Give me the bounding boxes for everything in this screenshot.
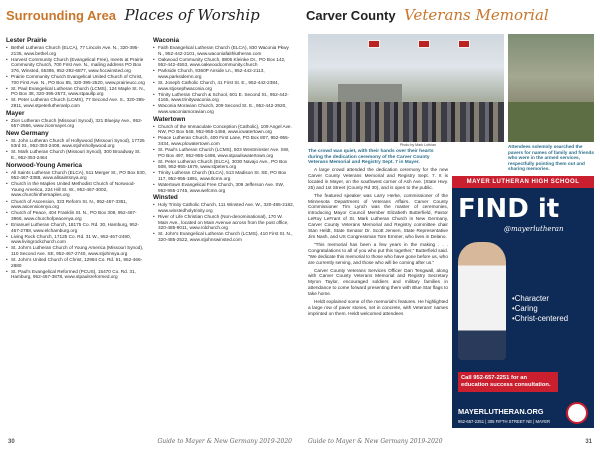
worship-listing [6, 36, 294, 428]
church-entry: • St. Joseph Catholic Church, 41 First St. E., 952-442-2384, www.stjosephwaconia.org [153, 80, 294, 91]
church-entry: • St. John's United Church of Christ, 12984 Co. Rd. 51, 952-466-2880 [6, 257, 147, 268]
right-page [300, 0, 600, 450]
church-entry: • St. Paul's Lutheran Church (LCMS), 503 Westminster Ave. SW, PO Box 497, 952-955-1498, www.stpaulswatertown.org [153, 147, 294, 158]
town-heading: Mayer [6, 109, 25, 117]
church-entry: • Emanuel Lutheran Church, 18175 Co. Rd. 30, Hamburg, 952-467-2788, www.elchamburg.org [6, 222, 147, 233]
memorial-crowd-photo [308, 34, 504, 142]
church-entry: • Living Rock Church, 17125 Co. Rd. 31 W., 952-467-2490, www.livingrockchurch.com [6, 234, 147, 245]
ad-call-to-action: Call 952-657-2251 for an education success consultation. [458, 372, 558, 392]
paragraph: The featured speaker was Larry Herke, commissioner of the Minnesota Department of Veterans Affairs. Carver County Commissioner Tim Lynch was the master of ceremonies, introducing Mayor Council Member Elizabeth Butterfield, Pastor LeRoy LeFrant of St. Mark Lutheran Church in New Germany, Carver County Veterans Memorial and Registry committee chair Stan Heldt, State Senator Dr. Scott Jensen, State Representative Jim Nash, and US Congressman Tom Emmer, who lives in Delano. [308, 192, 448, 239]
ad-social-handle: @mayerlutheran [504, 225, 564, 233]
church-entry: • Church of Ascension, 323 Reform St. N., 952-467-3351, www.ascensionnya.org [6, 199, 147, 210]
church-entry: • St. Peter Lutheran Church (LCMS), 77 Second Ave. S., 320-395-2811, www.stpeterlutheranlp.com [6, 97, 147, 108]
church-entry: • St. Peter Lutheran Church (ELCA), 3030 Navajo Ave., PO Box 508, 952-955-1679, www.stpeters.org [153, 159, 294, 170]
church-entry: • Faith Evangelical Lutheran Church (ELCA), 830 Waconia Pkwy N., 952-442-2101, www.waconiafaithlutheran.com [153, 45, 294, 56]
paragraph: Heldt explained some of the memorial's features. He highlighted a large row of paver stones, set in concrete, with Veterans' names imprinted on them. Heldt welcomed attendees [308, 299, 448, 316]
town-heading: Winsted [153, 194, 178, 202]
church-entry: • Prairie Community Church Evangelical United Church of Christ, 700 First Ave. N., PO Box 85, 320-395-2520, www.prairieucc.org [6, 74, 147, 85]
church-entry: • Peace Lutheran Church, 400 First Lane, PO Box 807, 952-955-3434, www.plcwatertown.com [153, 135, 294, 146]
church-entry: • St. John Lutheran Church of Hollywood (Missouri Synod), 17725 53rd St., 952-353-2408, www.stjohnhollywood.org [6, 138, 147, 149]
right-page-number: 31 [585, 439, 592, 445]
church-entry: • Church of Peace, 404 Franklin St. N., PO Box 308, 952-467-3966, www.churchofpeacenya.org [6, 210, 147, 221]
left-header [6, 6, 294, 34]
church-entry: • Bethel Lutheran Church (ELCA), 77 Lincoln Ave. N., 320-395-2135, www.bethel.org [6, 45, 147, 56]
church-entry: • St. Paul's Evangelical Reformed (PCUS), 15470 Co. Rd. 31, Hamburg, 952-467-3878, www.stpaulsreformed.org [6, 269, 147, 280]
ad-trait: • Christ-centered [512, 314, 568, 324]
town-heading: Watertown [153, 115, 186, 123]
student-photo [458, 242, 506, 360]
ad-website: MAYERLUTHERAN.ORG [458, 407, 544, 416]
ad-school-name: MAYER LUTHERAN HIGH SCHOOL [452, 176, 594, 188]
church-entry: • Church of the Immaculate Conception (Catholic), 109 Angel Ave. NW, PO Box 548, 952-955-1458, www.icwatertown.org [153, 124, 294, 135]
ad-trait: • Caring [512, 304, 568, 314]
church-entry: • Trinity Lutheran Church (ELCA), 513 Madison St. SE, PO Box 117, 952-955-1891, www.tlcmn.org [153, 170, 294, 181]
ad-headline: FIND it [458, 194, 560, 224]
right-header [306, 6, 594, 34]
section-subtitle: Places of Worship [124, 6, 260, 24]
town-heading: Waconia [153, 37, 180, 44]
church-entry: • All Saints Lutheran Church (ELCA), 511 Merger St., PO Box 530, 952-467-3388, www.allsaintsnya.org [6, 170, 147, 181]
town-heading: Norwood-Young America [6, 161, 82, 169]
ad-address: 952-657-2251 | 305 FIFTH STREET NE | MAYER [458, 419, 551, 424]
section-title: Surrounding Area [6, 8, 117, 23]
church-entry: • St. Paul Evangelical Lutheran Church (LCMS), 124 Maple St. N., PO Box 38, 320-395-2573, www.stpaullp.org [6, 86, 147, 97]
school-advertisement [452, 176, 594, 428]
church-entry: • Parkside Church, 9360P Airside Ln., 952-442-2113, www.parksidemn.org [153, 68, 294, 79]
article-subtitle: Veterans Memorial [404, 6, 549, 24]
church-entry: • St. Mark Lutheran Church (Missouri Synod), 300 Broadway St. E., 952-353-2464 [6, 149, 147, 160]
church-entry: • St. John's Evangelical Lutheran Church (LCMS), 410 First St. N., 320-485-2522, www.stjohnswinsted.com [153, 231, 294, 242]
church-entry: • Oakwood Community Church, 8805 Kleinke Dr., PO Box 142, 952-442-4553, www.oakwoodcommunity.church [153, 57, 294, 68]
church-entry: • Zion Lutheran Church (Missouri Synod), 321 Bluejay Ave., 952-657-2566, www.zionmayer.org [6, 118, 147, 129]
ad-traits [512, 294, 568, 324]
attendees-photo [508, 34, 594, 142]
church-entry: • River of Life Christian Church (Non-denominational), 170 W. Main Ave., located on Main Avenue across from the post office, 320-485-9011, www.rolchurch.org [153, 214, 294, 231]
paragraph: Carver County Veterans Services Officer Dan Tengwall, along with Carver County Veterans Memorial and Registry Secretary Myron Taylor, encouraged soldiers and military families in attendance to come forward presenting them with Blue Star flags to take home. [308, 267, 448, 297]
left-page-number: 30 [8, 439, 15, 445]
church-entry: • Church in the Maples United Methodist Church of Norwood-Young America, 224 Hill St. W., 952-467-3002, www.churchinthemaples.org [6, 181, 147, 198]
listing-column-1 [6, 36, 147, 428]
church-entry: • St. John's Lutheran Church of Young America (Missouri Synod), 110 Second Ave. SE, 952-467-2740, www.stjohnnya.org [6, 245, 147, 256]
side-photo-caption: Attendees solemnly searched the pavers for names of family and friends who were in the armed services, respectfully pointing them out and sharing memories. [508, 144, 594, 172]
ad-trait: • Character [512, 294, 568, 304]
church-entry: • Harvest Community Church (Evangelical Free), meets at Prairie Community Church, 700 First Ave. N., mailing address PO Box 376, Winsted, 55395, 952-292-6877, www.hccwinsted.org [6, 57, 147, 74]
article-body [308, 167, 448, 428]
church-entry: • Waconia Moravian Church, 209 Second St. E., 952-442-2920, www.waconiamoravian.org [153, 103, 294, 114]
town-heading: New Germany [6, 129, 49, 137]
listing-column-2 [153, 36, 294, 428]
church-entry: • Trinity Lutheran Church & School, 601 E. Second St., 952-442-4165, www.trinitywaconia.org [153, 92, 294, 103]
photo-credit: Photo by Mark Lothian [400, 143, 436, 147]
main-photo-caption: The crowd was quiet, with their hands over their hearts during the dedication ceremony of the Carver County Veterans Memorial and Registry Sept. 7 in Mayer. [308, 149, 434, 166]
school-logo-icon [566, 402, 588, 424]
left-footer-title: Guide to Mayer & New Germany 2019-2020 [157, 438, 292, 445]
article-title: Carver County [306, 8, 396, 23]
church-entry: • Holy Trinity Catholic Church, 111 Winsted Ave. W., 320-485-2182, www.winstedholytrinity.org [153, 202, 294, 213]
paragraph: A large crowd attended the dedication ceremony for the new Carver County Veterans Memorial and Registry Sept. 7. It is located in Mayer, on the southwest corner of Ash Ave. (State Hwy. 25) and 1st Street (County Rd 30), and is open to the public. [308, 167, 448, 190]
right-footer-title: Guide to Mayer & New Germany 2019-2020 [308, 438, 443, 445]
paragraph: "This memorial has been a few years in the making . . . Congratulations to all of you who put this together," Butterfield said. "We dedicate this memorial to those who have gone before us, who are currently serving, and those who will be coming after us." [308, 241, 448, 265]
town-heading: Lester Prairie [6, 37, 47, 44]
church-entry: • Watertown Evangelical Free Church, 309 Jefferson Ave. SW, 952-955-1745, www.wefcmn.org [153, 182, 294, 193]
